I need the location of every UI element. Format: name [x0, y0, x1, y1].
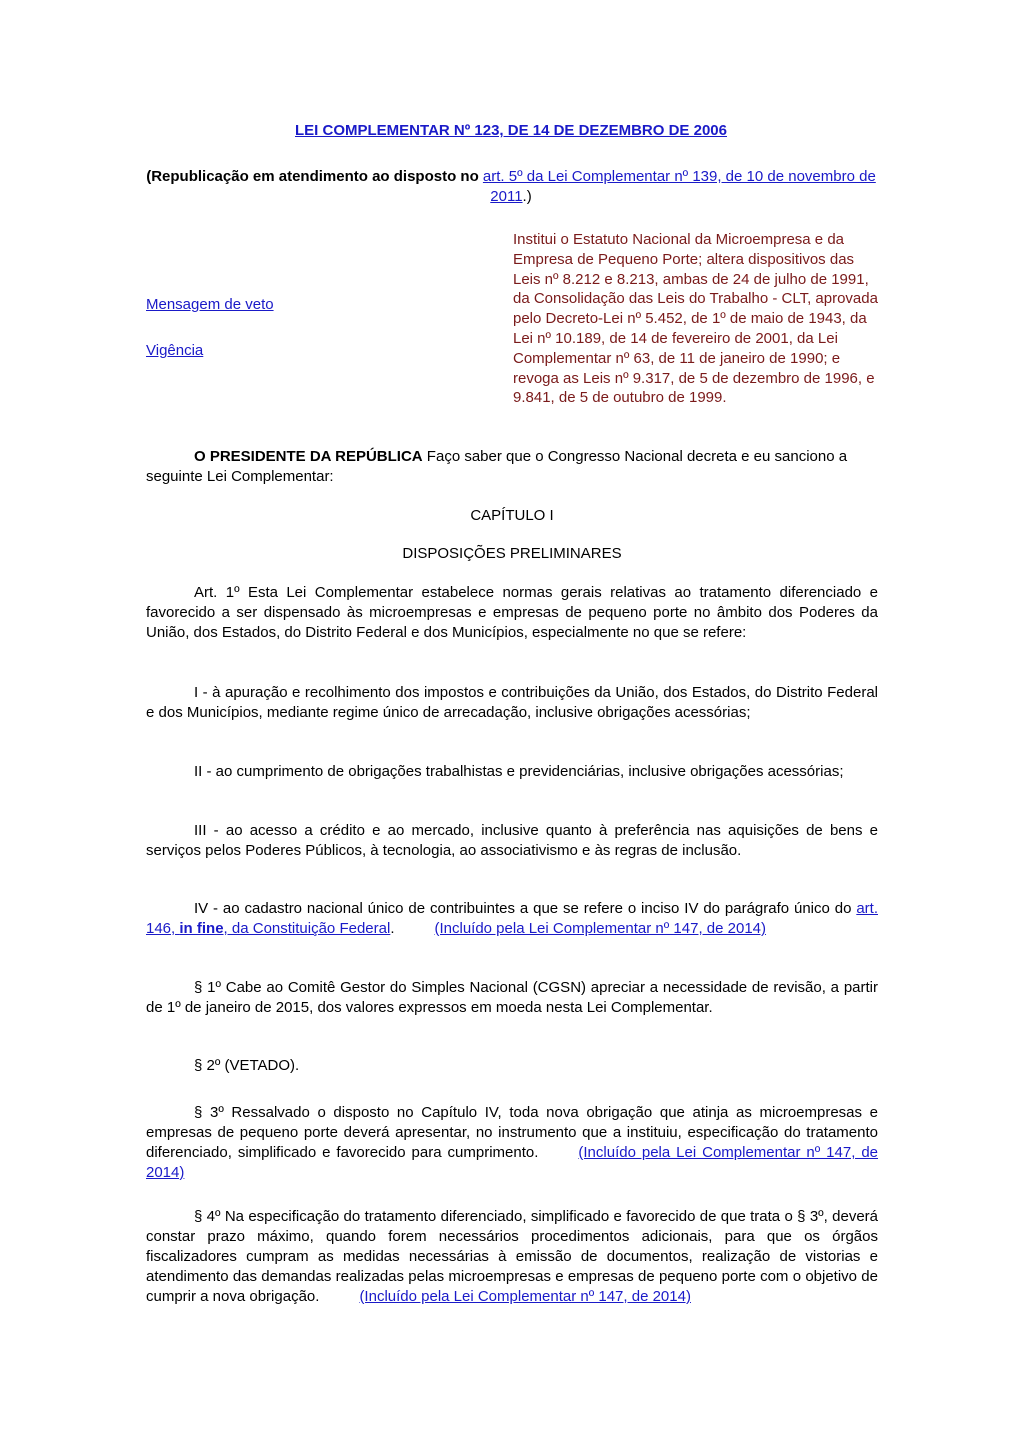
- article-1-text: Art. 1º Esta Lei Complementar estabelece normas gerais relativas ao tratamento diferenciado e favorecido a ser dispensado às microempresas e empresas de pequeno porte no âmbito dos Poderes da União, dos Estados, do Distrito Federal e dos Municípios, especialmente no que se refere:: [146, 584, 878, 641]
- inciso-4: [146, 899, 878, 939]
- republication-link[interactable]: art. 5º da Lei Complementar nº 139, de 10 de novembro de 2011: [482, 168, 876, 205]
- law-title[interactable]: [146, 122, 876, 139]
- paragraph-2: [146, 1056, 878, 1076]
- inciso-2: [146, 762, 878, 782]
- inciso-1-text: I - à apuração e recolhimento dos impostos e contribuições da União, dos Estados, do Distrito Federal e dos Municípios, mediante regime único de arrecadação, inclusive obrigações acessórias;: [146, 684, 878, 721]
- chapter-title: DISPOSIÇÕES PRELIMINARES: [402, 545, 622, 562]
- paragraph-3: [146, 1103, 878, 1183]
- inciso-1: [146, 683, 878, 723]
- inciso-4-text: IV - ao cadastro nacional único de contribuintes a que se refere o inciso IV do parágrafo único do: [194, 900, 857, 917]
- constitution-link-c[interactable]: , da Constituição Federal: [223, 920, 391, 937]
- vigencia-label[interactable]: Vigência: [146, 342, 204, 359]
- inciso-4-note-link[interactable]: (Incluído pela Lei Complementar nº 147, de 2014): [434, 920, 767, 937]
- paragraph-2-text: § 2º (VETADO).: [194, 1057, 300, 1074]
- republication-suffix: .): [522, 188, 532, 205]
- paragraph-4-text: § 4º Na especificação do tratamento diferenciado, simplificado e favorecido de que trata o § 3º, deverá constar prazo máximo, quando forem necessários procedimentos adicionais, para que os órgãos fiscalizadores cumpram as medidas necessárias à emissão de documentos, realização de vistorias e atendimento das demandas realizadas pelas microempresas e empresas de pequeno porte com o objetivo de cumprir a nova obrigação.: [146, 1208, 878, 1305]
- preamble-text: Faço saber que o Congresso Nacional decreta e eu sanciono a seguinte Lei Complementar:: [146, 448, 848, 485]
- paragraph-4-note-link[interactable]: (Incluído pela Lei Complementar nº 147, de 2014): [359, 1288, 691, 1305]
- veto-message-link[interactable]: [146, 296, 274, 313]
- paragraph-3-text: § 3º Ressalvado o disposto no Capítulo IV, toda nova obrigação que atinja as microempresas e empresas de pequeno porte deverá apresentar, no instrumento que a instituiu, especificação do tratamento diferenciado, simplificado e favorecido para cumprimento.: [146, 1104, 878, 1161]
- law-title-link[interactable]: LEI COMPLEMENTAR Nº 123, DE 14 DE DEZEMBRO DE 2006: [295, 122, 727, 139]
- republication-note: [146, 167, 876, 207]
- article-1: [146, 583, 878, 643]
- inciso-3: [146, 821, 878, 861]
- chapter-heading: CAPÍTULO I: [470, 507, 554, 524]
- constitution-link-a[interactable]: art. 146,: [146, 900, 878, 937]
- ementa: Institui o Estatuto Nacional da Microempresa e da Empresa de Pequeno Porte; altera dispositivos das Leis nº 8.212 e 8.213, ambas de 24 de julho de 1991, da Consolidação das Leis do Trabalho - CLT, aprovada pelo Decreto-Lei nº 5.452, de 1º de maio de 1943, da Lei nº 10.189, de 14 de fevereiro de 2001, da Lei Complementar nº 63, de 11 de janeiro de 1990; e revoga as Leis nº 9.317, de 5 de dezembro de 1996, e 9.841, de 5 de outubro de 1999.: [513, 231, 878, 407]
- vigencia-link[interactable]: [146, 342, 203, 359]
- paragraph-1: [146, 978, 878, 1018]
- paragraph-3-note-link[interactable]: (Incluído pela Lei Complementar nº 147, de 2014): [146, 1144, 879, 1181]
- republication-prefix: (Republicação em atendimento ao disposto no: [146, 168, 483, 185]
- veto-message-label[interactable]: Mensagem de veto: [146, 296, 274, 313]
- inciso-4-after: .: [390, 920, 395, 937]
- inciso-3-text: III - ao acesso a crédito e ao mercado, inclusive quanto à preferência nas aquisições de bens e serviços pelos Poderes Públicos, à tecnologia, ao associativismo e às regras de inclusão.: [146, 822, 878, 859]
- preamble-bold: O PRESIDENTE DA REPÚBLICA: [194, 448, 423, 465]
- inciso-2-text: II - ao cumprimento de obrigações trabalhistas e previdenciárias, inclusive obrigações acessórias;: [194, 763, 844, 780]
- paragraph-4: [146, 1207, 878, 1307]
- constitution-link-b[interactable]: in fine: [179, 920, 224, 937]
- paragraph-1-text: § 1º Cabe ao Comitê Gestor do Simples Nacional (CGSN) apreciar a necessidade de revisão, a partir de 1º de janeiro de 2015, dos valores expressos em moeda nesta Lei Complementar.: [146, 979, 878, 1016]
- preamble: [146, 447, 878, 487]
